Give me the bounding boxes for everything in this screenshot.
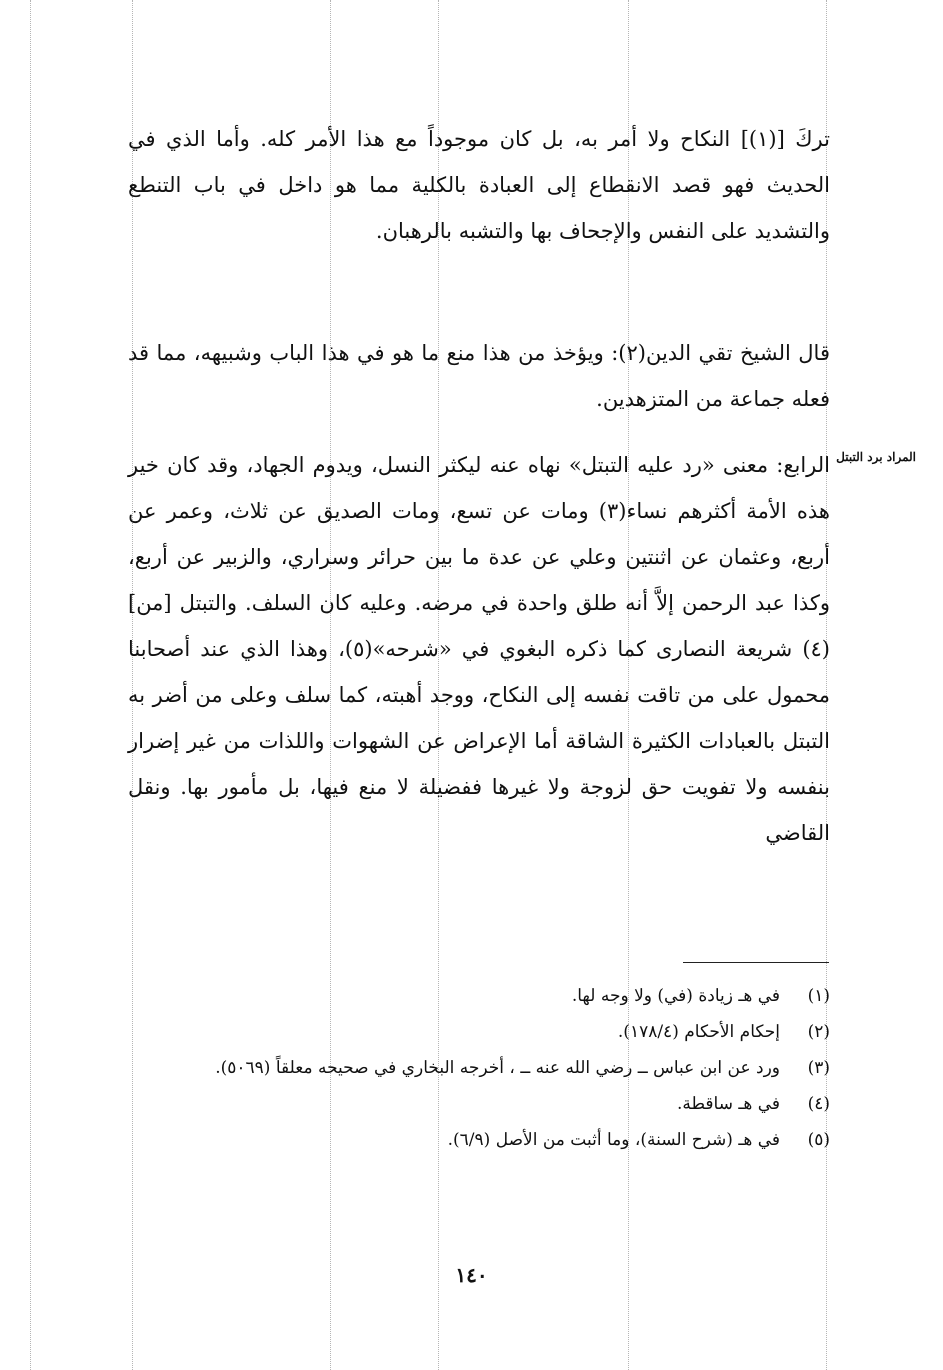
paragraph-1: تركَ [(١)] النكاح ولا أمر به، بل كان موجوداً مع هذا الأمر كله. وأما الذي في الحديث فهو قصد الانقطاع إلى العبادة بالكلية مما هو داخل في باب التنطع والتشديد على النفس والإجحاف بها والتشبه بالرهبان. xyxy=(128,127,830,243)
guide-line xyxy=(30,0,31,1370)
footnotes xyxy=(128,978,830,1158)
footnote-1 xyxy=(128,978,830,1014)
paragraph-3: الرابع: معنى «رد عليه التبتل» نهاه عنه ليكثر النسل، ويدوم الجهاد، وقد كان خير هذه الأمة أكثرهم نساء(٣) ومات عن تسع، ومات الصديق عن ثلاث، وعمر عن أربع، وعثمان عن اثنتين وعلي عن عدة ما بين حرائر وسراري، والزبير عن أربع، وكذا عبد الرحمن إلاَّ أنه طلق واحدة في مرضه. وعليه كان السلف. والتبتل [من](٤) شريعة النصارى كما ذكره البغوي في «شرحه»(٥)، وهذا الذي عند أصحابنا محمول على من تاقت نفسه إلى النكاح، ووجد أهبته، كما سلف وعلى من أضر به التبتل بالعبادات الكثيرة الشاقة أما الإعراض عن الشهوات واللذات من غير إضرار بنفسه ولا تفويت حق لزوجة ولا غيرها ففضيلة لا منع فيها، بل مأمور بها. ونقل القاضي xyxy=(128,453,830,845)
footnote-text: إحكام الأحكام (١٧٨/٤). xyxy=(617,1022,780,1042)
footnote-text: في هـ (شرح السنة)، وما أثبت من الأصل (٦/٩). xyxy=(447,1130,780,1150)
margin-note: المراد برد التبتل xyxy=(836,450,916,464)
footnote-number: (٢) xyxy=(807,1022,830,1042)
footnote-text: في هـ ساقطة. xyxy=(676,1094,780,1114)
footnote-5 xyxy=(128,1122,830,1158)
footnote-number: (٥) xyxy=(807,1130,830,1150)
footnote-text: ورد عن ابن عباس ــ رضي الله عنه ــ ، أخرجه البخاري في صحيحه معلقاً (٥٠٦٩). xyxy=(215,1058,780,1078)
footnote-4 xyxy=(128,1086,830,1122)
footnote-number: (٣) xyxy=(807,1058,830,1078)
footnote-2 xyxy=(128,1014,830,1050)
footnote-3 xyxy=(128,1050,830,1086)
footnote-text: في هـ زيادة (في) ولا وجه لها. xyxy=(571,986,780,1006)
page-number: ١٤٠ xyxy=(455,1263,488,1287)
footnote-divider xyxy=(683,962,829,963)
paragraph-2: قال الشيخ تقي الدين(٢): ويؤخذ من هذا منع ما هو في هذا الباب وشبيهه، مما قد فعله جماعة من المتزهدين. xyxy=(128,341,830,411)
footnote-number: (١) xyxy=(807,986,830,1006)
footnote-number: (٤) xyxy=(807,1094,830,1114)
